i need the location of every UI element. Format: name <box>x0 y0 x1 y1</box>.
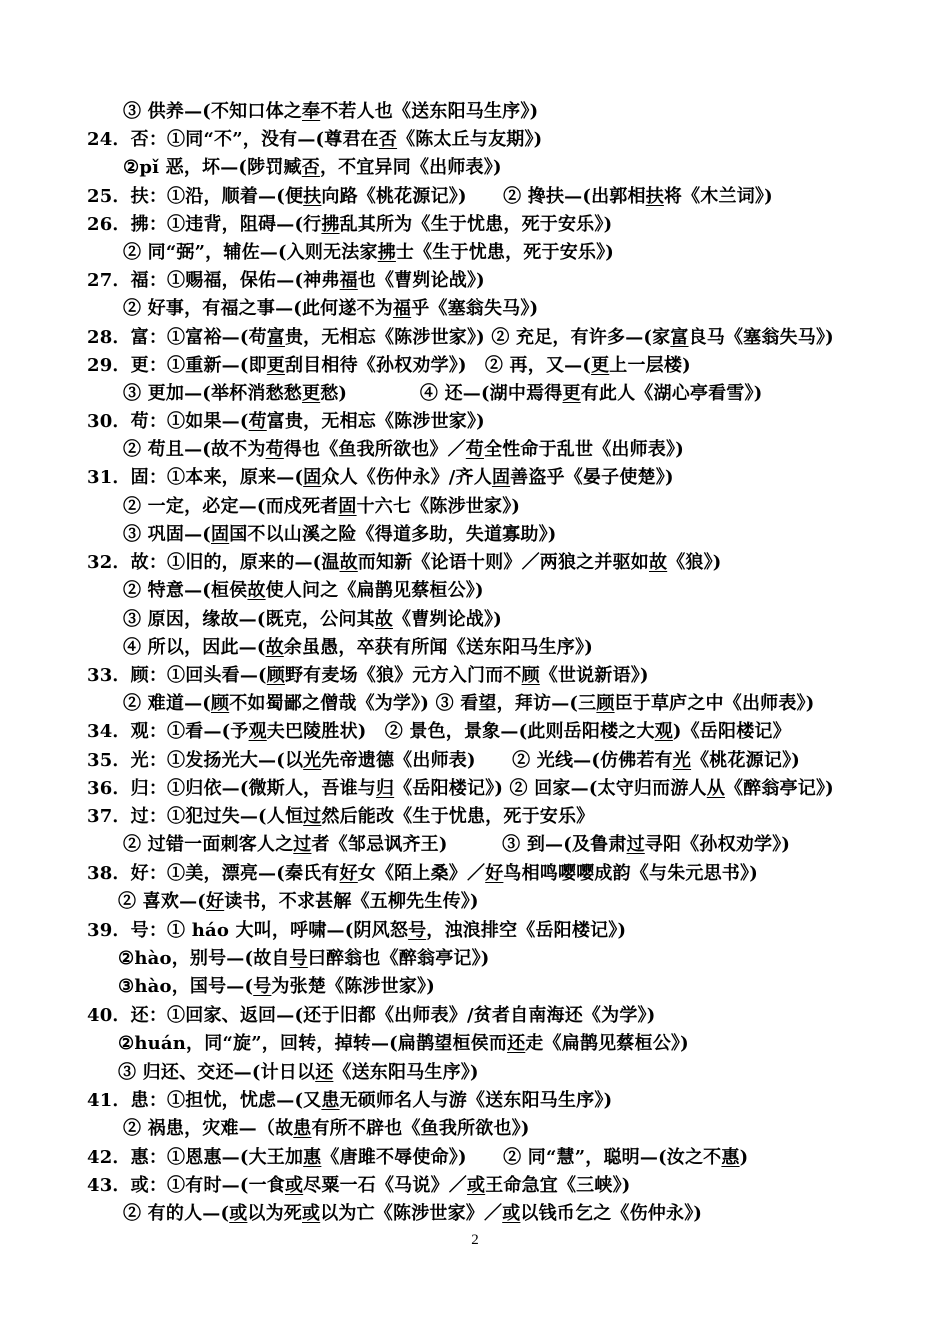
line-segment: ③ 原因，缘故—(既克，公问其 <box>123 609 375 630</box>
text-line <box>87 410 485 434</box>
line-segment: ② 苟且—(故不为 <box>123 439 266 460</box>
underlined-char: 否 <box>301 157 320 178</box>
line-segment: ② 难道—( <box>123 693 211 714</box>
underlined-char: 固 <box>338 496 357 517</box>
line-segment: 《世说新语》) <box>539 665 649 686</box>
underlined-char: 更 <box>301 383 321 404</box>
underlined-char: 拂 <box>377 242 396 263</box>
underlined-char: 或 <box>302 1203 321 1224</box>
line-segment: 无硕师名人与游《送东阳马生序》) <box>339 1090 613 1111</box>
text-line <box>123 297 538 321</box>
line-segment: 乱其所为《生于忧患，死于安乐》) <box>339 214 613 235</box>
line-segment: 将《木兰词》) <box>663 186 773 207</box>
line-segment: 32．故：①旧的，原来的—(温 <box>87 552 340 573</box>
underlined-char: 过 <box>303 806 322 827</box>
underlined-char: 更 <box>266 355 285 376</box>
text-line <box>87 269 485 293</box>
underlined-char: 观 <box>248 721 267 742</box>
text-line <box>87 777 834 801</box>
underlined-char: 苟 <box>265 439 284 460</box>
line-segment: 全性命于乱世《出师表》) <box>484 439 684 460</box>
underlined-char: 故 <box>374 609 393 630</box>
line-segment: ③ 巩固—( <box>123 524 211 545</box>
text-line <box>123 156 502 180</box>
line-segment: 24．否：①同“不”，没有—(尊君在 <box>87 129 379 150</box>
underlined-char: 福 <box>392 298 412 319</box>
line-segment: 以钱币乞之《伤仲永》) <box>520 1203 703 1224</box>
line-segment: 29．更：①重新—(即 <box>87 355 267 376</box>
underlined-char: 惠 <box>303 1147 322 1168</box>
line-segment: 《曹刿论战》) <box>393 609 502 630</box>
text-line <box>123 438 684 462</box>
text-line <box>123 579 484 603</box>
line-segment: 鸟相鸣嘤嘤成韵《与朱元思书》) <box>503 863 758 884</box>
line-segment: 《岳阳楼记》) ② 回家—(太守归而游人 <box>394 778 707 799</box>
underlined-char: 或 <box>284 1175 304 1196</box>
line-segment: ④ 所以，因此—( <box>123 637 266 658</box>
line-segment: ，浊浪排空《岳阳楼记》) <box>426 920 627 941</box>
line-segment: 41．患：①担忧，忧虑—(又 <box>87 1090 322 1111</box>
line-segment: 《狼》) <box>667 552 722 573</box>
underlined-char: 顾 <box>266 665 285 686</box>
line-segment: 愁) ④ 还—(湖中焉得 <box>320 383 563 404</box>
line-segment: 夫巴陵胜状) ② 景色，景象—(此则岳阳楼之大 <box>266 721 655 742</box>
underlined-char: 从 <box>706 778 725 799</box>
text-line <box>123 833 790 857</box>
underlined-char: 过 <box>293 834 312 855</box>
text-line <box>87 213 612 237</box>
underlined-char: 光 <box>303 750 322 771</box>
text-line <box>123 1117 530 1141</box>
text-line <box>87 862 758 886</box>
underlined-char: 固 <box>491 467 511 488</box>
underlined-char: 观 <box>654 721 673 742</box>
underlined-char: 故 <box>339 552 358 573</box>
underlined-char: 号 <box>253 976 272 997</box>
underlined-char: 故 <box>648 552 668 573</box>
text-line <box>118 1061 479 1085</box>
line-segment: 《陈太丘与友期》) <box>397 129 543 150</box>
line-segment: 善盗乎《晏子使楚》) <box>510 467 674 488</box>
line-segment: ②hào，别号—(故自 <box>118 948 290 969</box>
text-line <box>123 523 557 547</box>
underlined-char: 患 <box>321 1090 340 1111</box>
line-segment: ② 一定，必定—(而戍死者 <box>123 496 339 517</box>
line-segment: 27．福：①赐福，保佑—(神弗 <box>87 270 340 291</box>
line-segment: 得也《鱼我所欲也》／ <box>283 439 466 460</box>
line-segment: 使人问之《扁鹊见蔡桓公》) <box>265 580 484 601</box>
text-line <box>118 975 435 999</box>
text-line <box>123 382 762 406</box>
line-segment: 34．观：①看—(予 <box>87 721 249 742</box>
text-line <box>123 636 593 660</box>
line-segment: 有所不辟也《鱼我所欲也》) <box>311 1118 530 1139</box>
line-segment: ②pǐ 恶，坏—(陟罚臧 <box>123 157 302 178</box>
underlined-char: 苟 <box>248 411 267 432</box>
line-segment: 28．富：①富裕—(苟 <box>87 327 267 348</box>
line-segment: ② 祸患，灾难—（故 <box>123 1118 294 1139</box>
underlined-char: 扶 <box>645 186 664 207</box>
text-line <box>87 354 691 378</box>
text-line <box>87 1146 748 1170</box>
line-segment: 乎《塞翁失马》) <box>411 298 539 319</box>
text-line <box>87 664 649 688</box>
line-segment: 以为亡《陈涉世家》／ <box>320 1203 503 1224</box>
line-segment: ② 好事，有福之事—(此何遂不为 <box>123 298 393 319</box>
line-segment: 36．归：①归依—(微斯人，吾谁与 <box>87 778 376 799</box>
underlined-char: 故 <box>247 580 266 601</box>
line-segment: 33．顾：①回头看—( <box>87 665 267 686</box>
line-segment: 余虽愚，卒获有所闻《送东阳马生序》) <box>283 637 593 658</box>
text-line <box>87 466 674 490</box>
line-segment: 38．好：①美，漂亮—(秦氏有 <box>87 863 340 884</box>
line-segment: 37．过：①犯过失—(人恒 <box>87 806 304 827</box>
text-line <box>87 1089 612 1113</box>
underlined-char: 好 <box>485 863 504 884</box>
underlined-char: 或 <box>229 1203 248 1224</box>
underlined-char: 顾 <box>596 693 615 714</box>
underlined-char: 拂 <box>321 214 340 235</box>
line-segment: 40．还：①回家、返回—(还于旧都《出师表》/贫者自南海还《为学》) <box>87 1005 656 1026</box>
line-segment: 国不以山溪之险《得道多助，失道寡助》) <box>229 524 557 545</box>
text-line <box>87 551 722 575</box>
line-segment: 富贵，无相忘《陈涉世家》) <box>266 411 485 432</box>
text-line <box>87 1004 655 1028</box>
text-line <box>123 692 814 716</box>
line-segment: 野有麦场《狼》元方入门而不 <box>284 665 522 686</box>
line-segment: 十六七《陈涉世家》) <box>356 496 521 517</box>
underlined-char: 号 <box>408 920 427 941</box>
underlined-char: 故 <box>265 637 284 658</box>
line-segment: 《桃花源记》) <box>691 750 800 771</box>
line-segment: ② 同“弼”，辅佐—(入则无法家 <box>123 242 378 263</box>
line-segment: ，不宜异同《出师表》) <box>319 157 502 178</box>
line-segment: 然后能改《生于忧患，死于安乐》 <box>321 806 595 827</box>
line-segment: ② 过错一面刺客人之 <box>123 834 294 855</box>
line-segment: 30．苟：①如果—( <box>87 411 249 432</box>
underlined-char: 顾 <box>521 665 540 686</box>
line-segment: 刮目相待《孙权劝学》) ② 再，又—( <box>284 355 592 376</box>
underlined-char: 固 <box>303 467 322 488</box>
line-segment: ) <box>739 1147 749 1168</box>
text-line <box>87 805 594 829</box>
underlined-char: 过 <box>626 834 645 855</box>
underlined-char: 还 <box>507 1033 526 1054</box>
underlined-char: 更 <box>562 383 581 404</box>
line-segment: 者《邹忌讽齐王) ③ 到—(及鲁肃 <box>311 834 627 855</box>
line-segment: 曰醉翁也《醉翁亭记》) <box>307 948 490 969</box>
line-segment: 而知新《论语十则》／两狼之并驱如 <box>357 552 649 573</box>
text-line <box>123 241 614 265</box>
underlined-char: 归 <box>375 778 395 799</box>
line-segment: 走《扁鹊见蔡桓公》) <box>525 1033 689 1054</box>
text-line <box>123 495 520 519</box>
text-line <box>123 100 538 124</box>
underlined-char: 扶 <box>303 186 322 207</box>
underlined-char: 光 <box>672 750 692 771</box>
line-segment: 不如蜀鄙之僧哉《为学》) ③ 看望，拜访—(三 <box>229 693 597 714</box>
text-line <box>87 749 800 773</box>
text-line <box>118 1032 689 1056</box>
text-line <box>87 1174 631 1198</box>
line-segment: 女《陌上桑》／ <box>357 863 486 884</box>
line-segment: 先帝遗德《出师表) ② 光线—(仿佛若有 <box>321 750 673 771</box>
underlined-char: 惠 <box>721 1147 740 1168</box>
underlined-char: 号 <box>289 948 308 969</box>
line-segment: ② 喜欢—( <box>118 891 206 912</box>
text-line <box>87 128 542 152</box>
line-segment: ② 特意—(桓侯 <box>123 580 248 601</box>
underlined-char: 奉 <box>301 101 321 122</box>
underlined-char: 否 <box>378 129 398 150</box>
underlined-char: 福 <box>339 270 358 291</box>
line-segment: 寻阳《孙权劝学》) <box>644 834 791 855</box>
line-segment: 以为死 <box>247 1203 302 1224</box>
line-segment: 《醉翁亭记》) <box>724 778 834 799</box>
text-line <box>87 919 626 943</box>
underlined-char: 苟 <box>465 439 484 460</box>
line-segment: 臣于草庐之中《出师表》) <box>614 693 815 714</box>
underlined-char: 更 <box>591 355 610 376</box>
line-segment: ②huán，同“旋”，回转，掉转—(扁鹊望桓侯而 <box>118 1033 508 1054</box>
line-segment: 向路《桃花源记》) ② 搀扶—(出郭相 <box>321 186 646 207</box>
line-segment: 《送东阳马生序》) <box>333 1062 479 1083</box>
underlined-char: 或 <box>502 1203 521 1224</box>
underlined-char: 固 <box>210 524 230 545</box>
line-segment: 上一层楼) <box>609 355 691 376</box>
page-number: 2 <box>471 1232 479 1248</box>
line-segment: ③ 更加—(举杯消愁愁 <box>123 383 302 404</box>
line-segment: 尽粟一石《马说》／ <box>303 1175 467 1196</box>
line-segment: )《岳阳楼记》 <box>672 721 791 742</box>
text-line <box>87 185 773 209</box>
line-segment: 贵，无相忘《陈涉世家》) ② 充足，有许多—(家 <box>284 327 671 348</box>
line-segment: ③hào，国号—( <box>118 976 254 997</box>
line-segment: 良马《塞翁失马》) <box>688 327 834 348</box>
underlined-char: 或 <box>466 1175 486 1196</box>
underlined-char: 好 <box>339 863 358 884</box>
underlined-char: 富 <box>670 327 689 348</box>
line-segment: ③ 供养—(不知口体之 <box>123 101 302 122</box>
line-segment: 为张楚《陈涉世家》) <box>271 976 435 997</box>
line-segment: 不若人也《送东阳马生序》) <box>320 101 539 122</box>
line-segment: 也《曹刿论战》) <box>357 270 485 291</box>
line-segment: 39．号：① háo 大叫，呼啸—(阴风怒 <box>87 920 409 941</box>
underlined-char: 好 <box>205 891 225 912</box>
line-segment: 43．或：①有时—(一食 <box>87 1175 285 1196</box>
text-line <box>118 890 479 914</box>
line-segment: 26．拂：①违背，阻碍—(行 <box>87 214 322 235</box>
line-segment: ③ 归还、交还—(计日以 <box>118 1062 316 1083</box>
text-line <box>118 947 490 971</box>
line-segment: 王命急宜《三峡》) <box>485 1175 631 1196</box>
underlined-char: 还 <box>315 1062 334 1083</box>
line-segment: 25．扶：①沿，顺着—(便 <box>87 186 304 207</box>
line-segment: 众人《伤仲永》/齐人 <box>321 467 492 488</box>
text-line <box>123 1202 702 1226</box>
underlined-char: 顾 <box>210 693 230 714</box>
underlined-char: 富 <box>266 327 285 348</box>
line-segment: 《唐雎不辱使命》) ② 同“慧”，聪明—(汝之不 <box>321 1147 722 1168</box>
text-line <box>123 608 502 632</box>
line-segment: ② 有的人—( <box>123 1203 230 1224</box>
text-line <box>87 326 834 350</box>
line-segment: 31．固：①本来，原来—( <box>87 467 304 488</box>
line-segment: 有此人《湖心亭看雪》) <box>580 383 763 404</box>
line-segment: 42．惠：①恩惠—(大王加 <box>87 1147 304 1168</box>
line-segment: 读书，不求甚解《五柳先生传》) <box>224 891 479 912</box>
line-segment: 士《生于忧患，死于安乐》) <box>395 242 615 263</box>
text-line <box>87 720 791 744</box>
underlined-char: 患 <box>293 1118 312 1139</box>
line-segment: 35．光：①发扬光大—(以 <box>87 750 304 771</box>
